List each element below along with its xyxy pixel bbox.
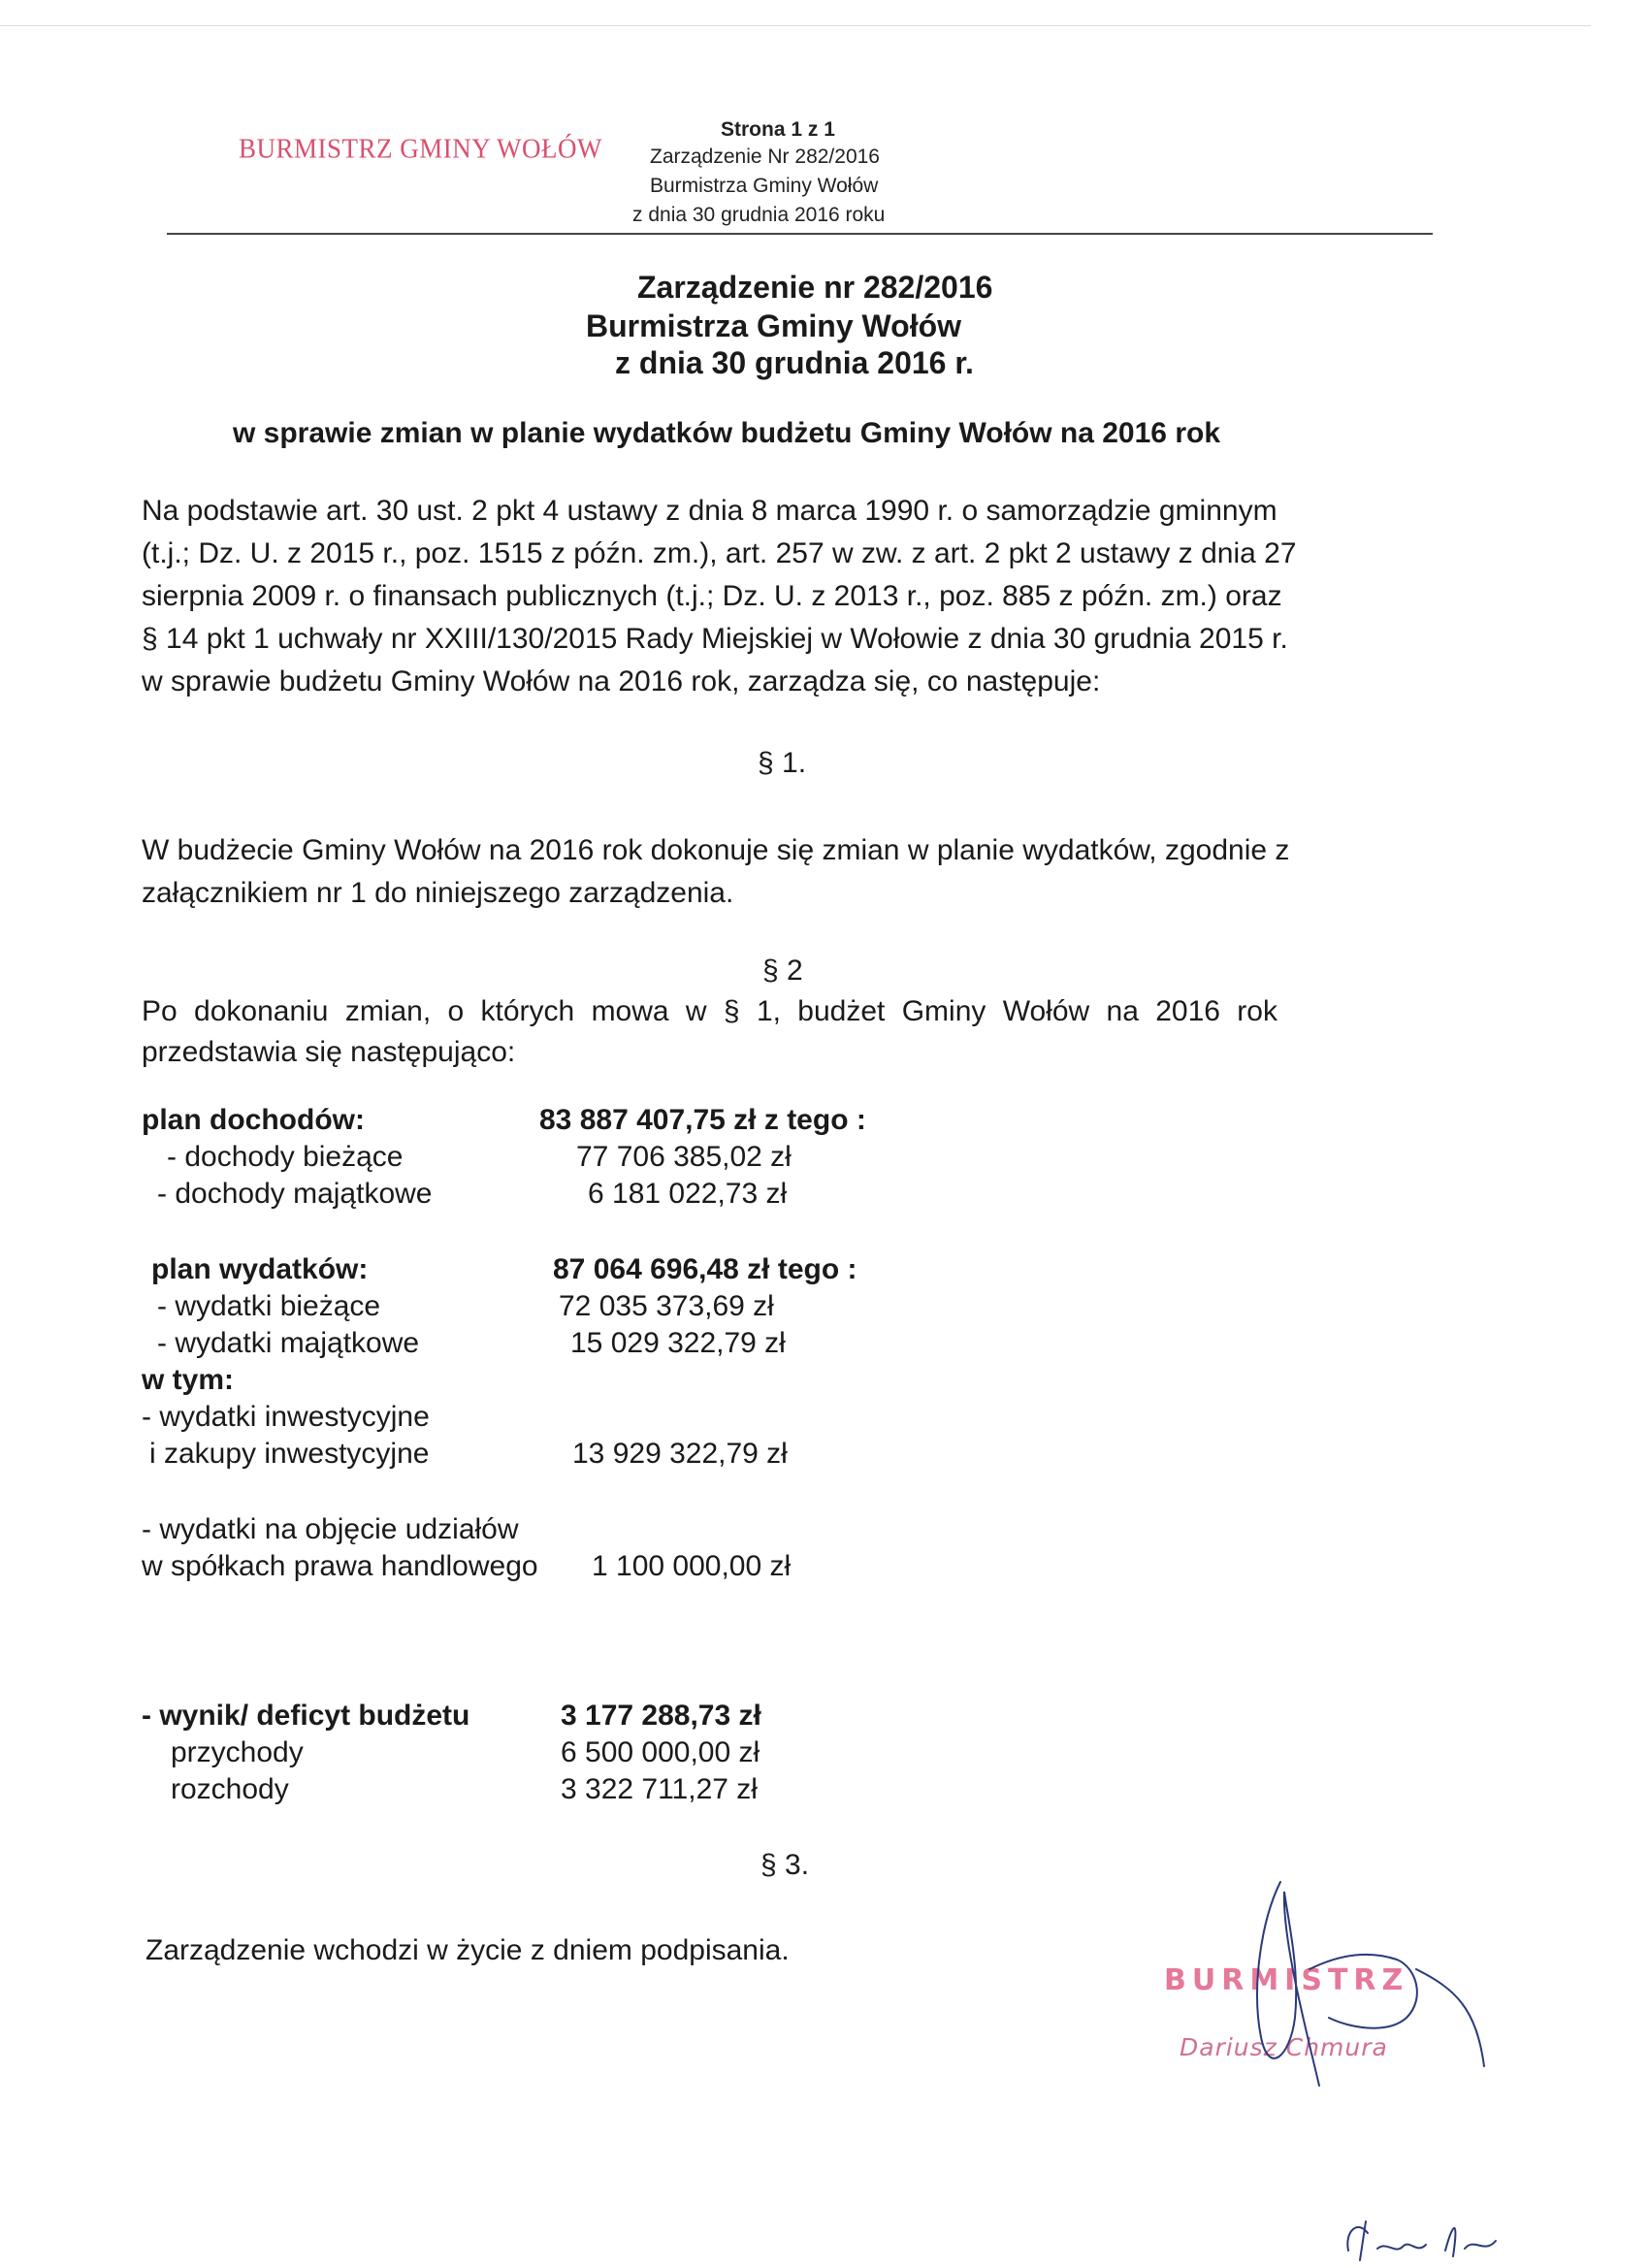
section-1-line-2: załącznikiem nr 1 do niniejszego zarządzenia.	[142, 877, 734, 909]
signature-stamp-title: BURMISTRZ	[1164, 1963, 1409, 1997]
subject-line: w sprawie zmian w planie wydatków budżetu Gminy Wołów na 2016 rok	[233, 417, 1221, 449]
section-1-line-1: W budżecie Gminy Wołów na 2016 rok dokonuje się zmian w planie wydatków, zgodnie z	[142, 834, 1290, 866]
initials-mark	[1339, 2212, 1513, 2268]
preamble-line-2: (t.j.; Dz. U. z 2015 r., poz. 1515 z późn. zm.), art. 257 w zw. z art. 2 pkt 2 ustawy z dnia 27	[142, 537, 1297, 569]
shares-label-2: w spółkach prawa handlowego	[142, 1550, 538, 1582]
header-stamp: BURMISTRZ GMINY WOŁÓW	[239, 133, 602, 164]
invest-label-2: i zakupy inwestycyjne	[149, 1438, 430, 1470]
header-issuer: Burmistrza Gminy Wołów	[650, 175, 879, 197]
revenues-value: 6 500 000,00 zł	[561, 1736, 760, 1768]
page-top-edge	[0, 25, 1591, 26]
income-current-value: 77 706 385,02 zł	[576, 1141, 792, 1173]
outflows-value: 3 322 711,27 zł	[561, 1773, 758, 1805]
header-date: z dnia 30 grudnia 2016 roku	[632, 204, 886, 226]
title-line-1: Zarządzenie nr 282/2016	[637, 270, 993, 305]
shares-value: 1 100 000,00 zł	[592, 1550, 792, 1582]
revenues-label: przychody	[171, 1736, 304, 1768]
handwritten-signature	[1222, 1863, 1494, 2134]
preamble-line-1: Na podstawie art. 30 ust. 2 pkt 4 ustawy z dnia 8 marca 1990 r. o samorządzie gminnym	[142, 495, 1277, 527]
page-number: Strona 1 z 1	[721, 118, 835, 141]
income-label: plan dochodów:	[142, 1104, 365, 1136]
title-line-2: Burmistrza Gminy Wołów	[586, 308, 962, 343]
deficit-label: - wynik/ deficyt budżetu	[142, 1700, 470, 1732]
expense-current-label: - wydatki bieżące	[157, 1290, 381, 1322]
section-2-heading: § 2	[762, 955, 803, 987]
income-property-label: - dochody majątkowe	[157, 1178, 433, 1210]
invest-label-1: - wydatki inwestycyjne	[142, 1401, 430, 1433]
expense-current-value: 72 035 373,69 zł	[559, 1290, 774, 1322]
expense-property-label: - wydatki majątkowe	[157, 1327, 420, 1359]
section-3-text: Zarządzenie wchodzi w życie z dniem podpisania.	[146, 1934, 790, 1966]
signature-stamp-name: Dariusz Chmura	[1180, 2033, 1388, 2061]
expense-label: plan wydatków:	[151, 1253, 369, 1285]
including-label: w tym:	[142, 1364, 235, 1396]
section-3-heading: § 3.	[760, 1849, 810, 1881]
preamble-line-5: w sprawie budżetu Gminy Wołów na 2016 rok, zarządza się, co następuje:	[142, 665, 1101, 697]
expense-total: 87 064 696,48 zł tego :	[553, 1253, 857, 1285]
preamble-line-4: § 14 pkt 1 uchwały nr XXIII/130/2015 Rady Miejskiej w Wołowie z dnia 30 grudnia 2015 r.	[142, 623, 1288, 655]
section-2-line-2: przedstawia się następująco:	[142, 1036, 516, 1068]
section-2-line-1: Po dokonaniu zmian, o których mowa w § 1, budżet Gminy Wołów na 2016 rok	[142, 995, 1277, 1027]
title-line-3: z dnia 30 grudnia 2016 r.	[615, 345, 974, 380]
outflows-label: rozchody	[171, 1773, 289, 1805]
income-property-value: 6 181 022,73 zł	[588, 1178, 788, 1210]
deficit-value: 3 177 288,73 zł	[561, 1700, 761, 1732]
header-ordinance-number: Zarządzenie Nr 282/2016	[650, 146, 880, 168]
preamble-line-3: sierpnia 2009 r. o finansach publicznych (t.j.; Dz. U. z 2013 r., poz. 885 z późn. zm.) oraz	[142, 580, 1282, 612]
expense-property-value: 15 029 322,79 zł	[570, 1327, 786, 1359]
income-current-label: - dochody bieżące	[167, 1141, 404, 1173]
invest-value: 13 929 322,79 zł	[572, 1438, 788, 1470]
shares-label-1: - wydatki na objęcie udziałów	[142, 1513, 519, 1545]
header-divider	[167, 233, 1433, 235]
income-total: 83 887 407,75 zł z tego :	[539, 1104, 866, 1136]
section-1-heading: § 1.	[758, 747, 807, 779]
